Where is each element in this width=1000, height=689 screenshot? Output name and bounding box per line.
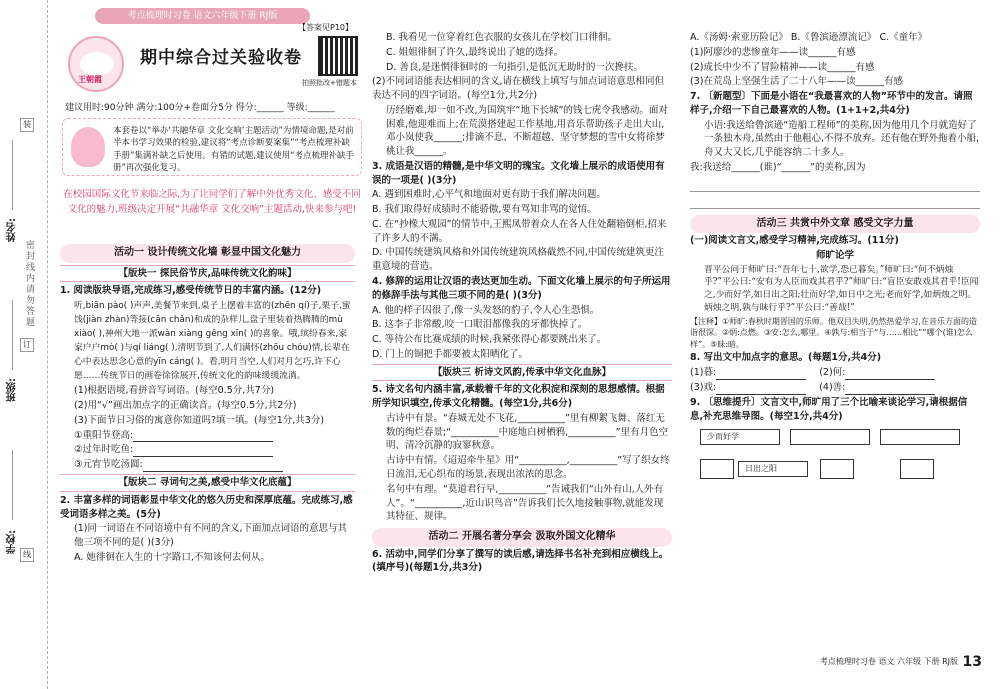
- option-b: B. 我们取得好成绩时不能骄傲,要有骂知非骂的觉悟。: [372, 204, 597, 216]
- poem-emotion: 古诗中有情。《迢迢牵牛星》用“__________,__________”写了织女终日流泪,无心织布的场景,表现出浓浓的思念。: [386, 455, 670, 480]
- seal-line-note: 密封线内请勿答题: [24, 240, 35, 328]
- question-9: 9. 〔思维提升〕文言文中,师旷用了三个比喻来谈论学习,请根据信息,补充思维导图。(每空1分,共4分): [690, 396, 968, 422]
- poem-scene: 古诗中有景。“春城无处不飞花,__________”里有柳絮飞舞、落红无数的绚烂春景;“__________中庭地白树栖鸦,__________”里有月色空明、清冷沉静的寂寥秋意。: [386, 412, 669, 452]
- option-c: C. 等待公布比赛成绩的时候,我紧张得心都要跳出来了。: [372, 334, 607, 346]
- answer-blank[interactable]: [845, 385, 935, 395]
- option-b: B. 这李子非常酸,咬一口眼泪都像我的牙都快掉了。: [372, 319, 588, 331]
- block-header: 【版块二 寻词句之美,感受中华文化底蕴】: [60, 474, 355, 492]
- series-strip: 考点梳理时习卷 语文六年级下册 RJ版: [95, 8, 310, 24]
- logo-face-icon: [80, 52, 114, 76]
- question-2-passage: 历经磨难,却一如不改,为国筑牢“地下长城”的钱七虎令我感动。面对困难,他迎难而上;在荒漠搭建起工作基地,用音乐帮助孩子走出大山,邓小岚使我______;排滴不息、不断超越、坚守梦想的雪中女将徐梦桃让我______。: [386, 104, 668, 158]
- question-4: 4. 修辞的运用让汉语的表达更加生动。下面文化墙上展示的句子所运用的修辞手法与其他三项不同的是( )(3分): [372, 276, 671, 301]
- question-7: 7. 〔新题型〕下面是小语在“我最喜欢的人物”环节中的发言。请照样子,介绍一下自己最喜欢的人物。(1+1+2,共4分): [690, 91, 973, 116]
- question-1-passage: 听,biān pào( )声声,美餐节来到,桌子上摆着丰富的(zhēn qí)子,栗子,蜜饯(jiàn zhàn)等接(cān chǎn)和成的杂样儿,盘子里装着热腾腾的mù xiào( ),神州大地一派wàn xiàng gēng xīn( )的喜象。哦,缤纷春来,家家户户mò( )与qí liáng( ),清明节到了,人们满怀(zhōu chóu)情,长辈在心中表达思念心意的yīn cáng( )。看,明月当空,人们对月乞巧,许下心愿……传统节日的画卷徐徐展开,传统文化的韵味缓缓流淌。: [74, 301, 351, 382]
- qr-code-icon[interactable]: [318, 36, 358, 76]
- question-6-item: (1)阿廖沙的悲惨童年——读______有感: [690, 46, 856, 58]
- poem-reason: 名句中有理。“莫道君行早,__________”告诫我们“山外有山,人外有人”。“__________,近山识鸟音”告诉我们长久地接触事物,就能发现其特征、规律。: [386, 483, 664, 523]
- column-left: [60, 244, 355, 566]
- exam-meta: 建议用时:90分钟 满分:100分+卷面分5分 得分:______ 等级:______: [65, 103, 335, 113]
- question-8-row: (1)暮: (2)何:: [690, 366, 980, 380]
- page-number: 13: [962, 654, 982, 670]
- answer-reference: 【答案见P10】: [298, 23, 354, 32]
- class-label: 班级:: [7, 378, 18, 402]
- school-label: 学校:: [7, 530, 18, 554]
- theme-intro: 在校园国际文化节来临之际,为了让同学们了解中外优秀文化、感受不同文化的魅力,班级决定开展“共融华章 文化交响”主题活动,快来参与吧!: [63, 189, 361, 215]
- question-2: 2. 丰富多样的词语彰显中华文化的悠久历史和深厚底蕴。完成练习,感受词语多样之美。(5分): [60, 494, 353, 520]
- pencil-node: 少而好学: [700, 429, 780, 445]
- brand-logo: [68, 36, 124, 92]
- question-1-sub3: (3)下面节日习俗的寓意你知道吗?填一填。(每空1分,共3分): [74, 414, 325, 426]
- question-2-sub2: (2)不同词语能表达相同的含义,请在横线上填写与加点词语意思相同但表达不同的四字词语。(每空1分,共2分): [372, 76, 664, 102]
- page-title: 期中综合过关验收卷: [140, 48, 302, 68]
- column-middle: [372, 30, 672, 576]
- question-1-sub1: (1)根据语境,看拼音写词语。(每空0.5分,共7分): [74, 385, 275, 397]
- activity-banner: 活动二 开展名著分享会 汲取外国文化精华: [372, 528, 672, 547]
- passage-notes: 【注释】①师旷:春秋时期晋国的乐师。他双目失明,仍然热爱学习,在音乐方面的造诣很深。②炳:点燃。③安:怎么,哪里。④孰与:相当于“与……相比”“哪个(谁)怎么样”。⑤昧:暗。: [690, 316, 977, 349]
- book-options: A.《汤姆·索亚历险记》 B.《鲁滨逊漂流记》 C.《童年》: [690, 32, 928, 43]
- question-1: 1. 阅读版块导语,完成练习,感受传统节日的丰富内涵。(12分): [60, 285, 322, 297]
- question-8-row: (3)戏: (4)善:: [690, 381, 980, 395]
- question-1-sub2: (2)用“√”画出加点字的正确读音。(每空0.5分,共2分): [74, 400, 297, 412]
- pencil-node-blank[interactable]: [790, 429, 870, 445]
- question-3: 3. 成语是汉语的精髓,是中华文明的瑰宝。文化墙上展示的成语使用有误的一项是( )(3分): [372, 160, 665, 186]
- question-2-sub1: (1)同一词语在不同语境中有不同的含义,下面加点词语的意思与其他三项不同的是( )(3分): [74, 523, 347, 549]
- activity-banner: 活动一 设计传统文化墙 彰显中国文化魅力: [60, 244, 355, 263]
- answer-blank[interactable]: [133, 447, 273, 457]
- block-header: 【版块三 析诗文风韵,传承中华文化血脉】: [372, 364, 672, 382]
- logo-text: 王朝霞: [78, 75, 102, 84]
- answer-blank[interactable]: [716, 370, 806, 380]
- festival-row: ③元宵节吃汤圆:: [60, 458, 355, 472]
- binding-margin: [0, 0, 48, 689]
- book-icon: [700, 459, 734, 479]
- intro-text: 本套卷以“举办‘共融华章 文化交响’主题活动”为情境命题,是对前半本书学习效果的检验,建议将“考点诊断要案集”“考点梳理补缺手册”集满补缺之后使用。有错的试题,建议使用“考点梳理补缺手册”再次强化复习。: [113, 126, 355, 173]
- column-right: [690, 30, 980, 487]
- activity-banner: 活动三 共赏中外文章 感受文字力量: [690, 215, 980, 234]
- answer-blank[interactable]: [716, 385, 806, 395]
- name-line: [12, 140, 13, 210]
- answer-blank[interactable]: [143, 462, 283, 472]
- option-d: D. 门上的铜把手都要被太阳晒化了。: [372, 348, 528, 360]
- classical-passage: 晋平公问于师旷曰:“吾年七十,欲学,恐已暮矣。”师旷曰:“何不炳烛乎?”平公曰:“安有为人臣而戏其君乎?”师旷曰:“盲臣安敢戏其君乎!臣闻之,少而好学,如日出之阳;壮而好学,如日中之光;老而好学,如炳烛之明。炳烛之明,孰与昧行乎?”平公曰:“善哉!”: [704, 264, 979, 313]
- option-a: A. 遇到困难时,心平气和地面对更有助于我们解决问题。: [372, 189, 606, 201]
- name-label: 姓名:: [7, 218, 18, 242]
- question-5: 5. 诗文名句内涵丰富,承载着千年的文化积淀和深刻的思想感情。根据所学知识填空,传承文化精髓。(每空1分,共6分): [372, 384, 665, 410]
- question-7-sample: 小语:我送给鲁滨逊“造船工程师”的美称,因为他用几个月就造好了一条独木舟,虽然由于他粗心,不得不放弃。还有他在野外拖着小船,舟又大又长,几乎能容纳二十多人。: [704, 119, 980, 159]
- answer-line[interactable]: [690, 178, 980, 192]
- option-c: C. 姐姐徘徊了许久,最终说出了她的选择。: [386, 46, 564, 58]
- intro-box: [62, 118, 362, 176]
- answer-blank[interactable]: [133, 432, 273, 442]
- festival-row: ①重阳节登高:: [60, 429, 355, 443]
- binding-marker: 线: [20, 548, 34, 562]
- question-6: 6. 活动中,同学们分享了撰写的读后感,请选择书名补充到相应横线上。(填序号)(每题1分,共3分): [372, 548, 669, 574]
- mind-map: [690, 427, 980, 487]
- book-icon: [820, 459, 854, 479]
- option-c: C. 在“抄橡大观园”的情节中,王熙凤带着众人在各人住处翻箱倒柜,招来了许多人的不满。: [372, 218, 667, 244]
- answer-blank[interactable]: [845, 370, 935, 380]
- qr-label: 拍照批改+错题本: [302, 79, 357, 87]
- block-header: 【版块一 探民俗节庆,品味传统文化韵味】: [60, 265, 355, 283]
- option-a: A. 她徘徊在人生的十字路口,不知该何去何从。: [74, 551, 270, 563]
- option-d: D. 善良,是迷惘徘徊时的一句指引,是低沉无助时的一次搀扶。: [386, 61, 643, 73]
- class-line: [12, 300, 13, 370]
- page-footer: 考点梳理时习卷 语文 六年级 下册 RJ版: [819, 657, 958, 666]
- question-8: 8. 写出文中加点字的意思。(每题1分,共4分): [690, 352, 882, 364]
- binding-marker: 订: [20, 338, 34, 352]
- question-6-item: (2)成长中少不了冒险精神——读______有感: [690, 61, 875, 73]
- question-6-item: (3)在荒岛上坚强生活了二十八年——读______有感: [690, 76, 903, 88]
- answer-line[interactable]: [690, 195, 980, 209]
- book-icon: [900, 459, 934, 479]
- reading-header: (一)阅读文言文,感受学习精神,完成练习。(11分): [690, 235, 899, 247]
- pencil-node-blank[interactable]: [880, 429, 960, 445]
- school-line: [12, 450, 13, 520]
- option-a: A. 他的样子囚很了,像一头发怒的豹子,令人心生恐惧。: [372, 304, 600, 316]
- pencil-node: 日出之阳: [738, 461, 808, 477]
- festival-row: ②过年时吃鱼:: [60, 443, 355, 457]
- question-7-prompt: 我:我送给______(谁)“______”的美称,因为: [690, 161, 866, 173]
- option-d: D. 中国传统建筑风格和外国传统建筑风格截然不同,中国传统建筑更注重意境的营造。: [372, 247, 664, 273]
- passage-title: 师旷论学: [815, 249, 854, 261]
- cartoon-girl-icon: [71, 127, 105, 167]
- option-b: B. 我看见一位穿着红色衣服的女孩儿在学校门口徘徊。: [386, 32, 618, 43]
- binding-marker: 装: [20, 118, 34, 132]
